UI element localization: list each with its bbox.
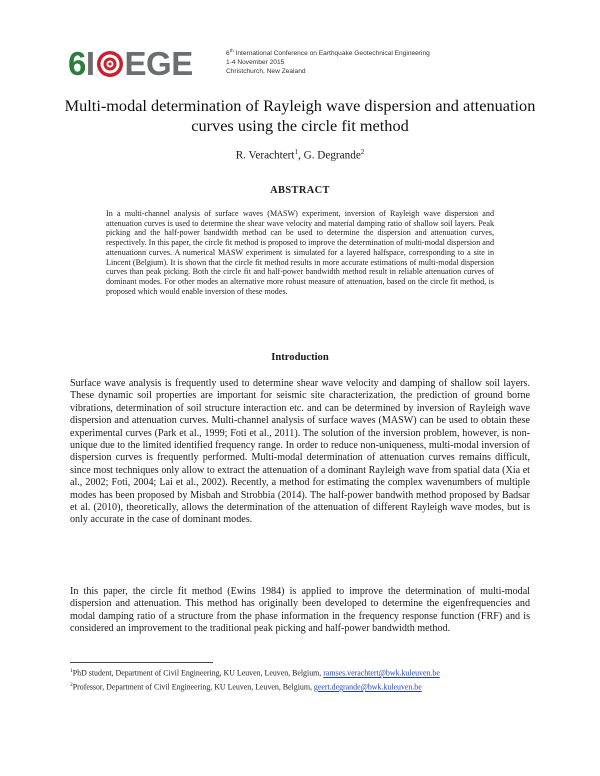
abstract-heading: ABSTRACT <box>270 185 330 196</box>
footnote-divider <box>70 662 213 663</box>
edition-number: 6 <box>226 50 230 58</box>
logo-digit: 6 <box>68 45 86 82</box>
author-1-affiliation-mark: 1 <box>294 148 299 156</box>
introduction-paragraph-2: In this paper, the circle fit method (Ewins 1984) is applied to improve the determination of multi-modal dispersion and attenuation. This method has originally been developed to determine the eigenfrequencies and modal damping ratio of a structure from the phase information in the frequency response function (FRF) and is considered an improvement to the traditional peak picking and half-power bandwidth method. <box>70 586 530 635</box>
footnote-1-text: PhD student, Department of Civil Engineering, KU Leuven, Leuven, Belgium, <box>72 668 324 678</box>
abstract-text: In a multi-channel analysis of surface waves (MASW) experiment, inversion of Rayleigh wave dispersion and attenuation curves is used to determine the shear wave velocity and material damping ratio of shallow soil layers. Peak picking and the half-power bandwidth method can be used to determine the dispersion and attenuation curves, respectively. In this paper, the circle fit method is proposed to improve the determination of multi-modal dispersion and attenuationn curves. A numerical MASW experiment is simulated for a layered halfspace, corresponding to a site in Lincent (Belgium). It is shown that the circle fit method results in more accurate estimations of multi-modal dispersion curves than peak picking. Both the circle fit and half-power bandwidth method result in reliable attenuation curves of dominant modes. For other modes an alternative more robust measure of attenuation, based on the circle fit method, is proposed which would enable inversion of these modes. <box>106 209 494 296</box>
introduction-paragraph-1: Surface wave analysis is frequently used to determine shear wave velocity and damping of shallow soil layers. These dynamic soil properties are important for seismic site characterization, the prediction of ground borne vibrations, determination of soil structure interaction etc. and can be determined by inversion of Rayleigh wave dispersion and attenuation curves. Multi-channel analysis of surface waves (MASW) can be used to obtain these experimental curves (Park et al., 1999; Foti et al., 2011). The solution of the inversion problem, however, is non-unique due to the limited identified frequency range. In order to reduce non-uniqueness, multi-modal inversion of dispersion curves is frequently performed. Multi-modal determination of attenuation curves remains difficult, since most techniques only allow to extract the attenuation of a dominant Rayleigh wave from spatial data (Xia et al., 2002; Foti, 2004; Lai et al., 2002). Recently, a method for estimating the complex wavenumbers of multiple modes has been proposed by Misbah and Strobbia (2014). The half-power bandwith method proposed by Badsar et al. (2010), theoretically, allows the determination of the attenuation of different Rayleigh wave modes, but is only accurate in the case of dominant modes. <box>70 378 530 526</box>
footnote-2-text: Professor, Department of Civil Engineering, KU Leuven, Leuven, Belgium, <box>72 682 314 692</box>
target-icon <box>96 50 124 78</box>
author-1: R. Verachtert <box>235 149 295 162</box>
conference-location: Christchurch, New Zealand <box>226 68 306 76</box>
logo-wordmark <box>68 44 193 84</box>
conference-logo <box>68 44 218 86</box>
paper-title <box>60 96 540 136</box>
title-line-1: Multi-modal determination of Rayleigh wave dispersion and attenuation <box>64 96 536 115</box>
author-list <box>60 145 540 163</box>
author-separator: , <box>298 149 304 162</box>
conference-name: International Conference on Earthquake Geotechnical Engineering <box>235 50 430 58</box>
conference-info <box>226 47 430 76</box>
footnote-2-email-link[interactable]: geert.degrande@bwk.kuleuven.be <box>313 682 422 692</box>
author-2-affiliation-mark: 2 <box>360 148 365 156</box>
conference-dates: 1-4 November 2015 <box>226 59 285 67</box>
footnote-2-mark: 2 <box>70 682 73 688</box>
edition-suffix: th <box>229 49 234 54</box>
footnote-1-mark: 1 <box>70 668 73 674</box>
footnote-1-email-link[interactable]: ramses.verachtert@bwk.kuleuven.be <box>323 668 440 678</box>
title-line-2: curves using the circle fit method <box>191 116 409 135</box>
author-2: G. Degrande <box>303 149 361 162</box>
logo-letters-after: EGE <box>124 45 193 82</box>
footnote-2 <box>70 680 540 693</box>
logo-letters-before: I <box>85 45 95 82</box>
conference-name-line <box>226 47 430 58</box>
introduction-heading: Introduction <box>271 352 329 363</box>
footnote-1 <box>70 666 540 679</box>
